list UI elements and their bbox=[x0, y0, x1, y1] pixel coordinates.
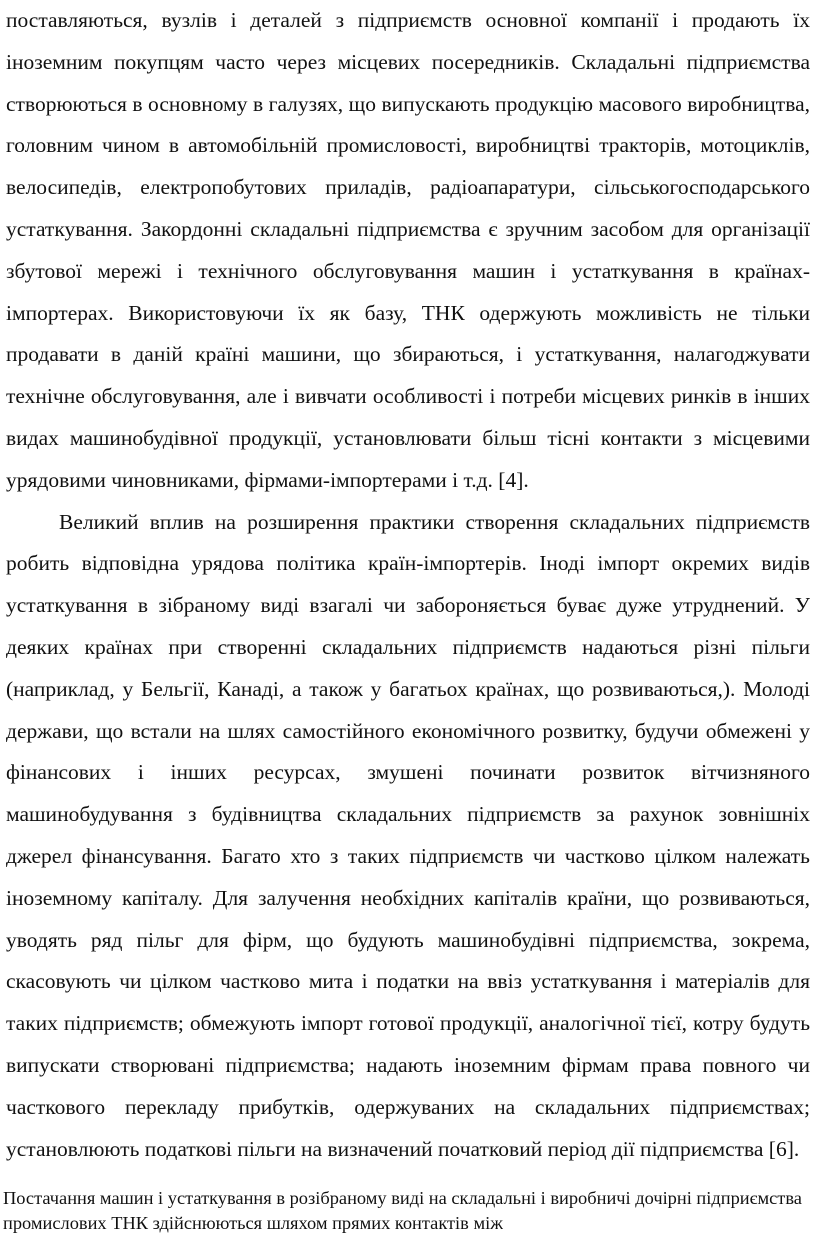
paragraph-supply: Постачання машин і устаткування в розібраному виді на складальні і виробничі дочірні підприємства промислових ТНК здійснюються шляхом прямих контактів між bbox=[3, 1188, 802, 1233]
body-text bbox=[6, 0, 810, 1170]
paragraph-assembly-policy: Великий вплив на розширення практики створення складальних підприємств робить відповідна урядова політика країн-імпортерів. Іноді імпорт окремих видів устаткування в зібраному виді взагалі чи забороняється буває дуже утруднений. У деяких країнах при створенні складальних підприємств надаються різні пільги (наприклад, у Бельгії, Канаді, а також у багатьох країнах, що розвиваються,). Молоді держави, що встали на шлях самостійного економічного розвитку, будучи обмежені у фінансових і інших ресурсах, змушені починати розвиток вітчизняного машинобудування з будівництва складальних підприємств за рахунок зовнішніх джерел фінансування. Багато хто з таких підприємств чи частково цілком належать іноземному капіталу. Для залучення необхідних капіталів країни, що розвиваються, уводять ряд пільг для фірм, що будують машинобудівні підприємства, зокрема, скасовують чи цілком частково мита і податки на ввіз устаткування і матеріалів для таких підприємств; обмежують імпорт готової продукції, аналогічної тієї, котру будуть випускати створювані підприємства; надають іноземним фірмам права повного чи часткового перекладу прибутків, одержуваних на складальних підприємствах; установлюють податкові пільги на визначений початковий період дії підприємства [6]. bbox=[6, 509, 810, 1161]
paragraph-continuation: поставляються, вузлів і деталей з підприємств основної компанії і продають їх іноземним покупцям часто через місцевих посередників. Складальні підприємства створюються в основному в галузях, що випускають продукцію масового виробництва, головним чином в автомобільній промисловості, виробництві тракторів, мотоциклів, велосипедів, електропобутових приладів, радіоапаратури, сільськогосподарського устаткування. Закордонні складальні підприємства є зручним засобом для організації збутової мережі і технічного обслуговування машин і устаткування в країнах-імпортерах. Використовуючи їх як базу, ТНК одержують можливість не тільки продавати в даній країні машини, що збираються, і устаткування, налагоджувати технічне обслуговування, але і вивчати особливості і потреби місцевих ринків в інших видах машинобудівної продукції, установлювати більш тісні контакти з місцевими урядовими чиновниками, фірмами-імпортерами і т.д. [4]. bbox=[6, 8, 810, 492]
